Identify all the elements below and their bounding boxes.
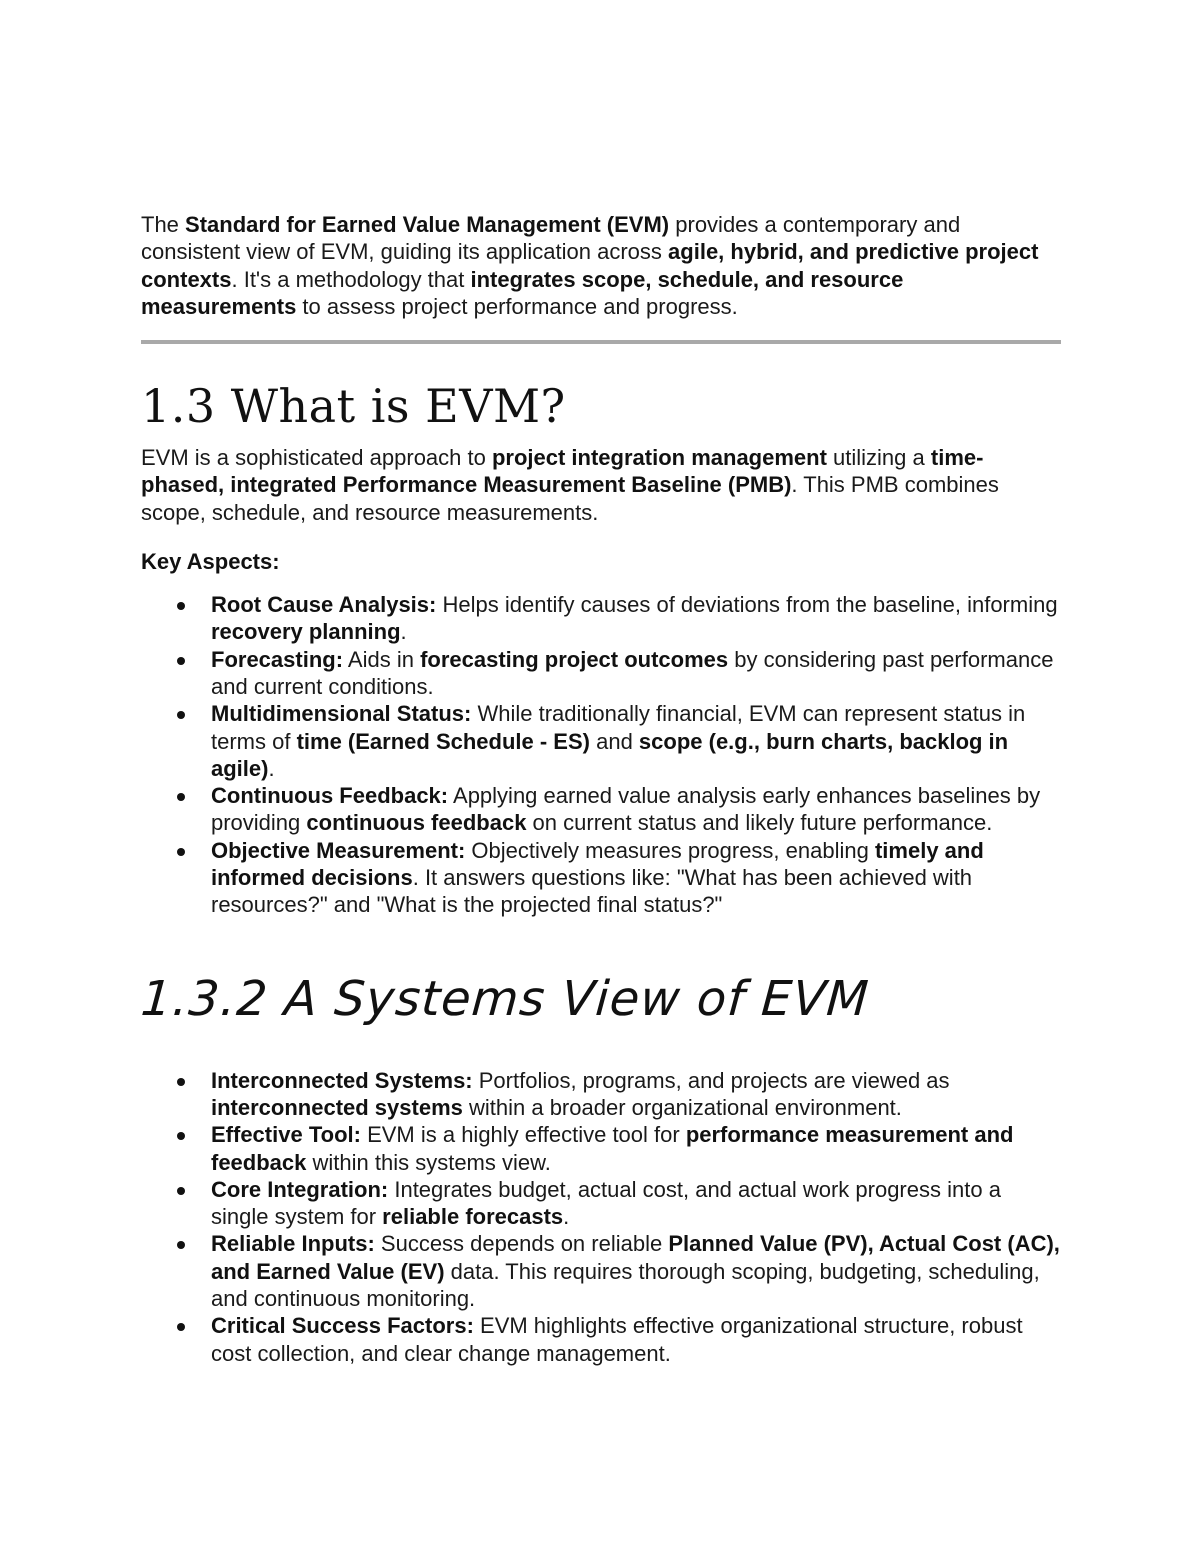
text-run: Aids in [343,646,421,672]
bold-text-run: Objective Measurement: [211,837,466,863]
key-aspects-title: Key Aspects: [141,549,280,575]
list-item [211,1176,1061,1231]
bold-text-run: reliable forecasts [382,1204,564,1230]
bullet-icon [177,657,185,665]
text-run: within a broader organizational environment. [462,1094,902,1120]
bullet-icon [177,793,185,801]
list-item-text [211,1122,1013,1174]
text-run: EVM is a highly effective tool for [360,1122,686,1148]
bullet-icon [177,602,185,610]
list-item [211,591,1061,646]
bullet-icon [177,1078,185,1086]
bold-text-run: Continuous Feedback: [211,783,449,809]
evm-definition-paragraph [141,444,1061,526]
list-item-text [211,783,1040,835]
bold-text-run: Forecasting: [211,646,344,672]
key-aspects-list [141,591,1061,919]
list-item [211,1067,1061,1122]
list-item-text [211,592,1058,644]
list-item [211,1312,1061,1367]
text-run: Integrates budget, actual cost, and actual work progress into a single system for [211,1176,1001,1230]
list-item-text [211,1313,1023,1365]
list-item [211,700,1061,782]
text-run: on current status and likely future performance. [526,810,993,836]
list-item [211,1230,1061,1312]
text-run: utilizing a [826,445,931,471]
bullet-icon [177,1187,185,1195]
text-run: and [589,728,639,754]
bold-text-run: project integration management [491,445,827,471]
text-run: . [268,755,275,781]
bold-text-run: integrates scope, schedule, and resource measurements [141,266,904,319]
text-run: Portfolios, programs, and projects are viewed as [472,1067,950,1093]
text-run: to assess project performance and progress. [296,293,738,319]
horizontal-divider [141,340,1061,344]
text-run: within this systems view. [306,1149,551,1175]
bold-text-run: performance measurement and feedback [211,1122,1014,1175]
systems-view-list [141,1067,1061,1367]
text-run: . [563,1204,570,1230]
bullet-icon [177,711,185,719]
intro-paragraph [141,211,1061,320]
text-run: While traditionally financial, EVM can represent status in terms of [211,701,1026,754]
bold-text-run: recovery planning [211,619,401,645]
bold-text-run: Critical Success Factors: [211,1313,474,1339]
bullet-icon [177,1241,185,1249]
list-item [211,837,1061,919]
bold-text-run: Root Cause Analysis: [211,592,437,618]
text-run: Helps identify causes of deviations from the baseline, informing [436,592,1058,618]
bold-text-run: scope (e.g., burn charts, backlog in agile) [211,728,1009,781]
bold-text-run: time-phased, integrated Performance Measurement Baseline (PMB) [141,445,984,498]
list-item-text [211,1177,1001,1229]
text-run: by considering past performance and current conditions. [211,646,1054,699]
bold-text-run: forecasting project outcomes [420,646,729,672]
text-run: EVM highlights effective organizational structure, robust cost collection, and clear change management. [211,1313,1023,1366]
bold-text-run: Standard for Earned Value Management (EVM) [185,212,670,237]
bold-text-run: Effective Tool: [211,1122,361,1148]
list-item-text [211,1231,1060,1311]
text-run: Applying earned value analysis early enhances baselines by providing [211,783,1041,836]
list-item [211,646,1061,701]
text-run: Success depends on reliable [374,1231,669,1257]
bold-text-run: timely and informed decisions [211,837,984,891]
bold-text-run: continuous feedback [306,810,527,836]
document-page [141,211,1061,1367]
section-heading-what-is-evm: 1.3 What is EVM? [141,379,566,434]
bold-text-run: Multidimensional Status: [211,701,472,727]
text-run: . It's a methodology that [231,266,471,292]
list-item [211,782,1061,837]
text-run: . [400,619,407,645]
bold-text-run: interconnected systems [211,1094,463,1120]
list-item-text [211,647,1053,699]
text-run: Objectively measures progress, enabling [465,837,875,863]
text-run: The [141,212,186,237]
list-item-text [211,1068,950,1120]
bold-text-run: Reliable Inputs: [211,1231,375,1257]
bold-text-run: Interconnected Systems: [211,1067,473,1093]
section-heading-systems-view: 1.3.2 A Systems View of EVM [139,970,872,1027]
list-item [211,1121,1061,1176]
list-item-text [211,838,984,918]
list-item-text [211,701,1025,781]
text-run: EVM is a sophisticated approach to [141,445,492,471]
bullet-icon [177,1323,185,1331]
bullet-icon [177,848,185,856]
bold-text-run: Core Integration: [211,1176,389,1202]
bold-text-run: time (Earned Schedule - ES) [296,728,590,754]
text-run: data. This requires thorough scoping, budgeting, scheduling, and continuous monitoring. [211,1258,1040,1312]
bold-text-run: Planned Value (PV), Actual Cost (AC), and Earned Value (EV) [211,1231,1060,1284]
text-run: . It answers questions like: "What has been achieved with resources?" and "What is the projected final status?" [211,865,973,918]
bullet-icon [177,1132,185,1140]
text-run: . This PMB combines scope, schedule, and resource measurements. [141,472,999,525]
text-run: provides a contemporary and consistent view of EVM, guiding its application across [141,212,961,265]
bold-text-run: agile, hybrid, and predictive project contexts [141,239,1039,292]
